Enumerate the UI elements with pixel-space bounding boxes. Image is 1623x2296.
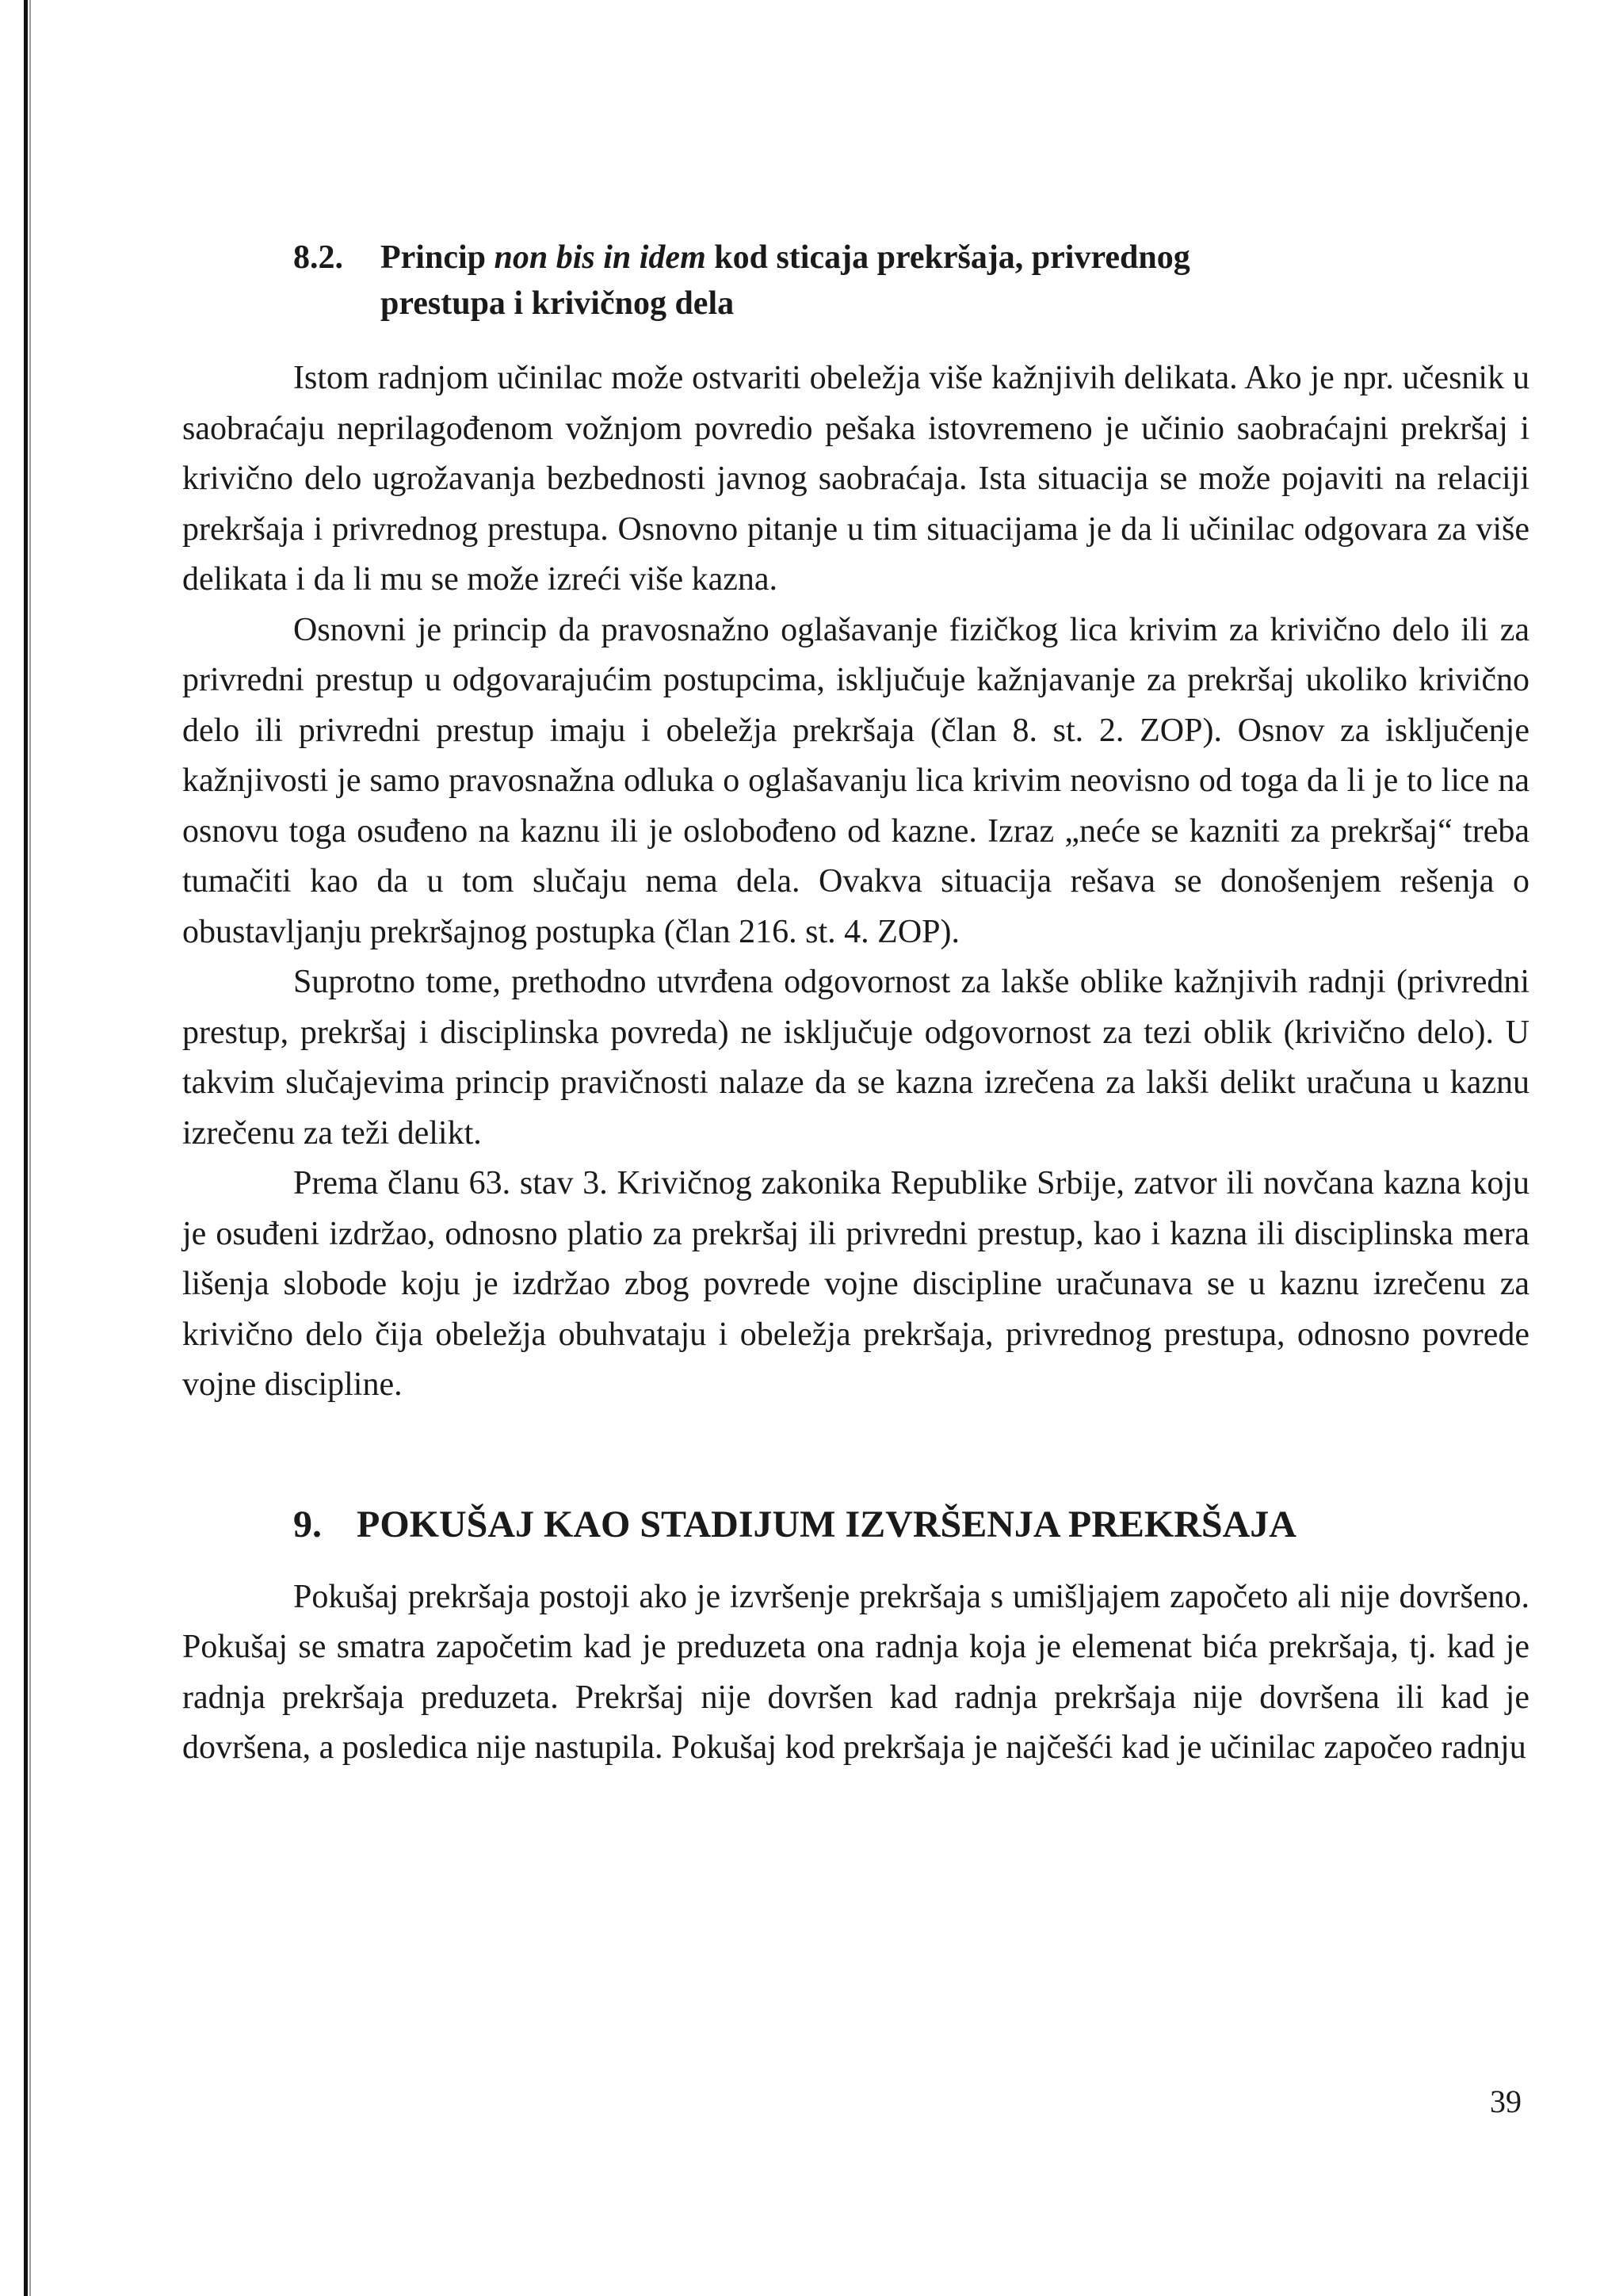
scan-edge-shadow xyxy=(24,0,28,2296)
book-page xyxy=(182,235,1529,1774)
section-heading xyxy=(293,1501,1529,1549)
paragraph-8-2-4: Prema članu 63. stav 3. Krivičnog zakonika Republike Srbije, zatvor ili novčana kazna koju je osuđeni izdržao, odnosno platio za prekršaj ili privredni prestup, kao i kazna ili disciplinska mera lišenja slobode koju je izdržao zbog povrede vojne discipline uračunava se u kaznu izrečenu za krivično delo čija obeležja obuhvataju i obeležja prekršaja, privrednog prestupa, odnosno povrede vojne discipline. xyxy=(182,1165,1529,1403)
paragraph-9-1: Pokušaj prekršaja postoji ako je izvršenje prekršaja s umišljajem započeto ali nije dovršeno. Pokušaj se smatra započetim kad je preduzeta ona radnja koja je elemenat bića prekršaja, tj. kad je radnja prekršaja preduzeta. Prekršaj nije dovršen kad radnja prekršaja nije dovršena ili kad je dovršena, a posledica nije nastupila. Pokušaj kod prekršaja je najčešći kad je učinilac započeo radnju xyxy=(182,1578,1529,1766)
paragraph-8-2-1: Istom radnjom učinilac može ostvariti obeležja više kažnjivih delikata. Ako je npr. učesnik u saobraćaju neprilagođenom vožnjom povredio pešaka istovremeno je učinio saobraćajni prekršaj i krivično delo ugrožavanja bezbednosti javnog saobraćaja. Ista situacija se može pojaviti na relaciji prekršaja i privrednog prestupa. Osnovno pitanje u tim situacijama je da li učinilac odgovara za više delikata i da li mu se može izreći više kazna. xyxy=(182,360,1529,598)
page-number: 39 xyxy=(1490,2084,1522,2119)
scan-edge-line xyxy=(29,0,31,2296)
subsection-title-end: kod sticaja prekršaja, privrednog prestupa i krivičnog dela xyxy=(380,239,1190,322)
subsection-heading xyxy=(293,235,1529,327)
subsection-title-start: Princip xyxy=(380,239,495,276)
subsection-number: 8.2. xyxy=(293,239,343,276)
section-title: POKUŠAJ KAO STADIJUM IZVRŠENJA PREKRŠAJA xyxy=(357,1503,1296,1545)
paragraph-8-2-3: Suprotno tome, prethodno utvrđena odgovornost za lakše oblike kažnjivih radnji (privredni prestup, prekršaj i disciplinska povreda) ne isključuje odgovornost za tezi oblik (krivično delo). U takvim slučajevima princip pravičnosti nalaze da se kazna izrečena za lakši delikt uračuna u kaznu izrečenu za teži delikt. xyxy=(182,964,1529,1152)
section-number: 9. xyxy=(293,1503,322,1545)
paragraph-8-2-2: Osnovni je princip da pravosnažno oglašavanje fizičkog lica krivim za krivično delo ili za privredni prestup u odgovarajućim postupcima, isključuje kažnjavanje za prekršaj ukoliko krivično delo ili privredni prestup imaju i obeležja prekršaja (član 8. st. 2. ZOP). Osnov za isključenje kažnjivosti je samo pravosnažna odluka o oglašavanju lica krivim neovisno od toga da li je to lice na osnovu toga osuđeno na kaznu ili je oslobođeno od kazne. Izraz „neće se kazniti za prekršaj“ treba tumačiti kao da u tom slučaju nema dela. Ovakva situacija rešava se donošenjem rešenja o obustavljanju prekršajnog postupka (član 216. st. 4. ZOP). xyxy=(182,611,1529,950)
subsection-title xyxy=(380,235,1292,327)
subsection-title-latin-phrase: non bis in idem xyxy=(494,239,706,276)
